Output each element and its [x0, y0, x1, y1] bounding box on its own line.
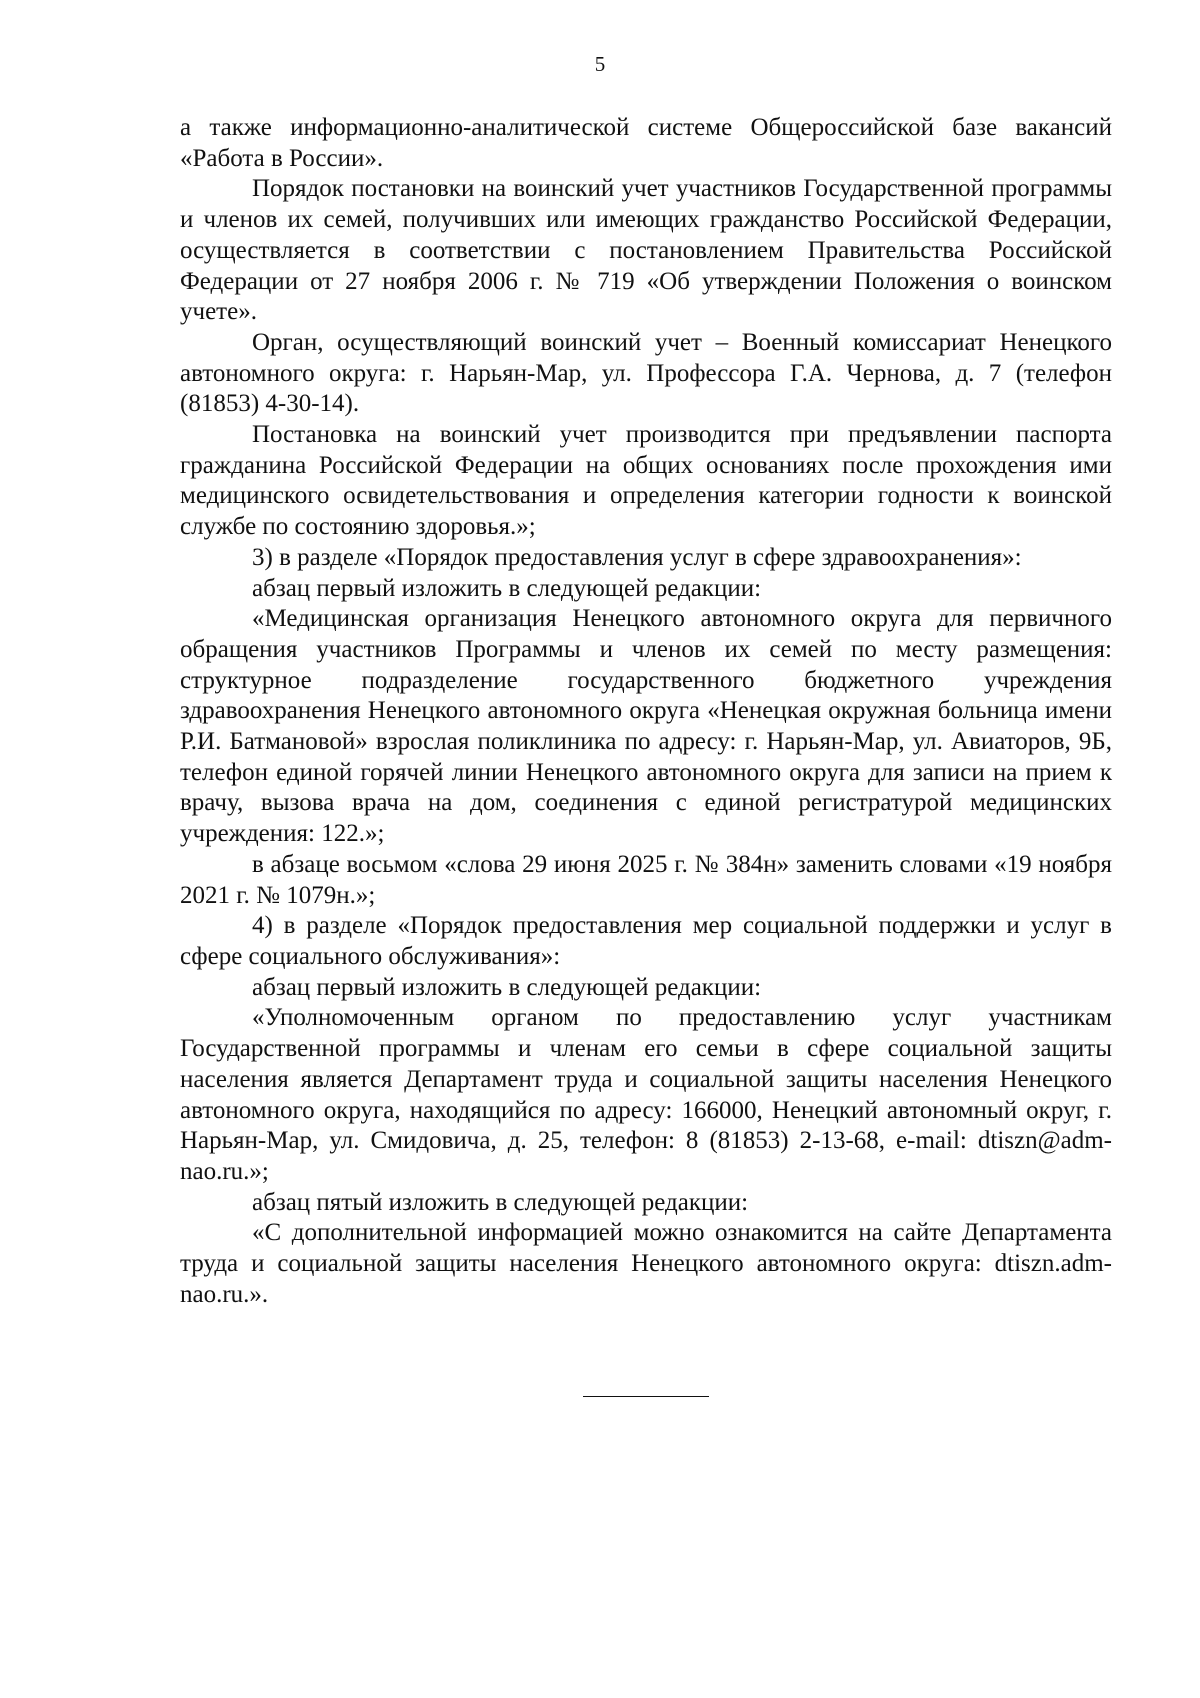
paragraph-authorized-body: «Уполномоченным органом по предоставлению услуг участникам Государственной программы и членам его семьи в сфере социальной защиты населения является Департамент труда и социальной защиты населения Ненецкого автономного округа, находящийся по адресу: 166000, Ненецкий автономный округ, г. Нарьян-Мар, ул. Смидовича, д. 25, телефон: 8 (81853) 2-13-68, e-mail: dtiszn@adm-nao.ru.»; — [180, 1004, 1112, 1185]
paragraph-medical-organization: «Медицинская организация Ненецкого автономного округа для первичного обращения участников Программы и членов их семей по месту размещения: структурное подразделение государственного бюджетного учреждения здравоохранения Ненецкого автономного округа «Ненецкая окружная больница имени Р.И. Батмановой» взрослая поликлиника по адресу: г. Нарьян-Мар, ул. Авиаторов, 9Б, телефон единой горячей линии Ненецкого автономного округа для записи на прием к врачу, вызова врача на дом, соединения с единой регистратурой медицинских учреждения: 122.»; — [180, 605, 1112, 848]
paragraph-military-registration-body: Орган, осуществляющий воинский учет – Военный комиссариат Ненецкого автономного округа: г. Нарьян-Мар, ул. Профессора Г.А. Чернова, д. 7 (телефон (81853) 4-30-14). — [180, 328, 1112, 418]
paragraph-additional-information: «С дополнительной информацией можно ознакомится на сайте Департамента труда и социальной защиты населения Ненецкого автономного округа: dtiszn.adm-nao.ru.». — [180, 1219, 1112, 1308]
page-number: 5 — [594, 52, 606, 76]
document-body — [180, 113, 1112, 1310]
paragraph-item-3-healthcare: 3) в разделе «Порядок предоставления услуг в сфере здравоохранения»: — [252, 543, 1022, 571]
paragraph-military-registration-order: Порядок постановки на воинский учет участников Государственной программы и членов их семей, получивших или имеющих гражданство Российской Федерации, осуществляется в соответствии с постановлением Правительства Российской Федерации от 27 ноября 2006 г. № 719 «Об утверждении Положения о воинском учете». — [180, 175, 1112, 326]
paragraph-eighth-abstract-replacement: в абзаце восьмом «слова 29 июня 2025 г. № 384н» заменить словами «19 ноября 2021 г. № 1079н.»; — [180, 850, 1112, 909]
paragraph-first-abstract-note: абзац первый изложить в следующей редакции: — [252, 574, 762, 602]
paragraph-military-registration-procedure: Постановка на воинский учет производится при предъявлении паспорта гражданина Российской Федерации на общих основаниях после прохождения ими медицинского освидетельствования и определения категории годности к воинской службе по состоянию здоровья.»; — [180, 421, 1112, 541]
paragraph-fifth-abstract-note: абзац пятый изложить в следующей редакции: — [252, 1188, 749, 1216]
paragraph-continuation: а также информационно-аналитической системе Общероссийской базе вакансий «Работа в России». — [180, 114, 1112, 172]
end-divider — [583, 1396, 709, 1397]
paragraph-item-4-social-support: 4) в разделе «Порядок предоставления мер социальной поддержки и услуг в сфере социального обслуживания»: — [180, 912, 1112, 970]
paragraph-first-abstract-note-2: абзац первый изложить в следующей редакции: — [252, 973, 762, 1001]
